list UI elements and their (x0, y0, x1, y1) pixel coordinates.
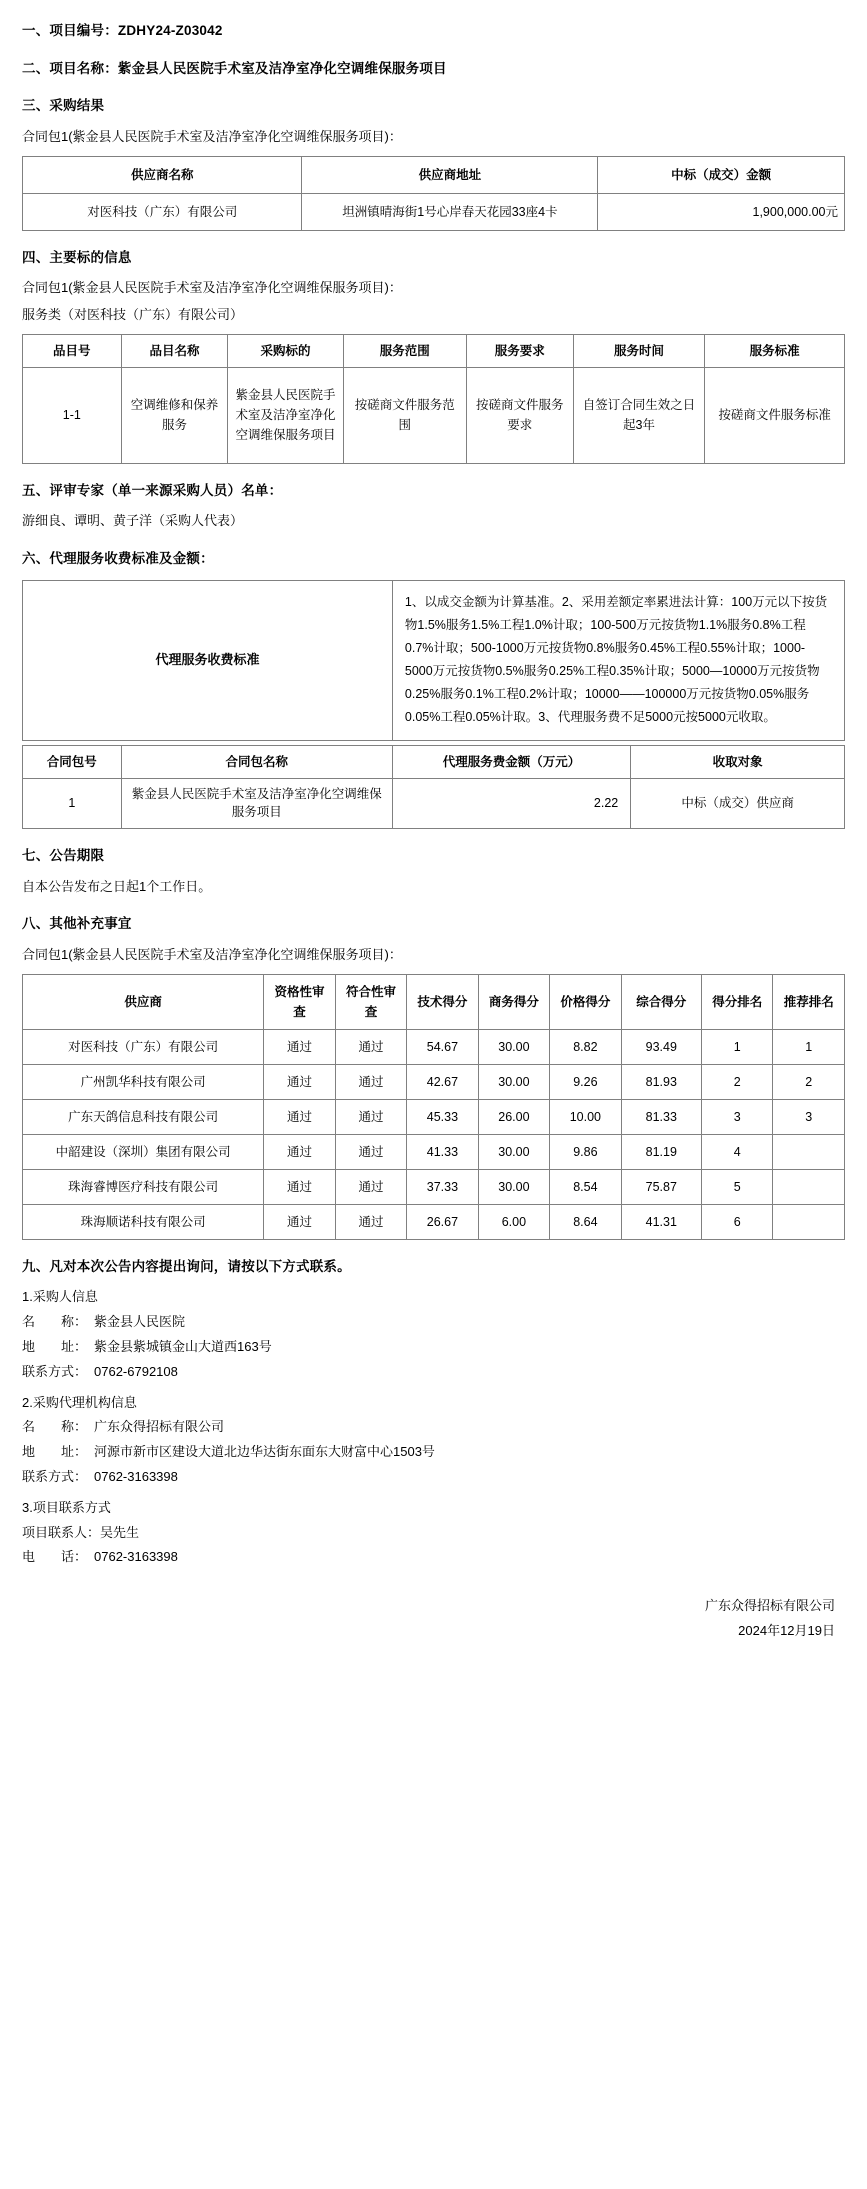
table-header-row (23, 156, 845, 193)
agency-name-line (22, 1417, 845, 1438)
cell-package-no: 1 (23, 778, 122, 829)
cell-qualification: 通过 (264, 1204, 335, 1239)
cell-supplier-address: 坦洲镇晴海街1号心岸春天花园33座4卡 (302, 193, 598, 230)
cell-price-score: 10.00 (550, 1099, 621, 1134)
cell-total-score: 81.33 (621, 1099, 701, 1134)
buyer-info-heading: 1.采购人信息 (22, 1289, 98, 1305)
section-result-title: 三、采购结果 (22, 98, 105, 114)
cell-service-time: 自签订合同生效之日起3年 (573, 367, 705, 463)
col-fee-payer: 收取对象 (631, 745, 845, 778)
project-person-label: 项目联系人： (22, 1524, 101, 1540)
project-person-line (22, 1523, 845, 1544)
supplementary-package-line: 合同包1(紫金县人民医院手术室及洁净室净化空调维保服务项目)： (22, 946, 402, 962)
cell-score-rank: 1 (702, 1029, 773, 1064)
col-service-time: 服务时间 (573, 334, 705, 367)
cell-recommend-rank (773, 1134, 845, 1169)
col-supplier-name: 供应商名称 (23, 156, 302, 193)
cell-total-score: 81.19 (621, 1134, 701, 1169)
cell-technical-score: 41.33 (407, 1134, 478, 1169)
section-agency-fee-title: 六、代理服务收费标准及金额： (22, 551, 214, 567)
cell-recommend-rank (773, 1204, 845, 1239)
cell-compliance: 通过 (335, 1169, 406, 1204)
document-footer (22, 1594, 845, 1643)
project-tel-value: 0762-3163398 (94, 1549, 178, 1565)
col-supplier-address: 供应商地址 (302, 156, 598, 193)
cell-business-score: 30.00 (478, 1134, 549, 1169)
agency-name-label: 名 称： (22, 1419, 88, 1435)
cell-price-score: 8.82 (550, 1029, 621, 1064)
col-service-standard: 服务标准 (705, 334, 845, 367)
cell-qualification: 通过 (264, 1099, 335, 1134)
cell-supplier-name: 对医科技（广东）有限公司 (23, 193, 302, 230)
cell-compliance: 通过 (335, 1204, 406, 1239)
table-row (23, 367, 845, 463)
table-row (23, 1134, 845, 1169)
table-header-row (23, 974, 845, 1029)
agency-address-value: 河源市新市区建设大道北边华达街东面东大财富中心1503号 (94, 1444, 435, 1460)
agency-fee-table (22, 745, 845, 830)
table-row (23, 193, 845, 230)
table-header-row (23, 745, 845, 778)
cell-supplier: 珠海顺诺科技有限公司 (23, 1204, 264, 1239)
section-supplementary-title: 八、其他补充事宜 (22, 916, 132, 932)
col-award-amount: 中标（成交）金额 (598, 156, 845, 193)
col-business-score: 商务得分 (478, 974, 549, 1029)
cell-price-score: 8.54 (550, 1169, 621, 1204)
cell-business-score: 30.00 (478, 1064, 549, 1099)
cell-score-rank: 6 (702, 1204, 773, 1239)
project-tel-line (22, 1547, 845, 1568)
cell-qualification: 通过 (264, 1134, 335, 1169)
col-service-scope: 服务范围 (343, 334, 466, 367)
fee-standard-label: 代理服务收费标准 (23, 580, 393, 740)
cell-total-score: 81.93 (621, 1064, 701, 1099)
col-supplier: 供应商 (23, 974, 264, 1029)
cell-compliance: 通过 (335, 1064, 406, 1099)
items-package-line: 合同包1(紫金县人民医院手术室及洁净室净化空调维保服务项目)： (22, 280, 402, 296)
project-tel-label: 电 话： (22, 1549, 88, 1565)
cell-service-requirement: 按磋商文件服务要求 (466, 367, 573, 463)
cell-qualification: 通过 (264, 1029, 335, 1064)
agency-address-label: 地 址： (22, 1444, 88, 1460)
cell-price-score: 9.86 (550, 1134, 621, 1169)
col-service-requirement: 服务要求 (466, 334, 573, 367)
cell-qualification: 通过 (264, 1064, 335, 1099)
items-table (22, 334, 845, 464)
cell-qualification: 通过 (264, 1169, 335, 1204)
col-total-score: 综合得分 (621, 974, 701, 1029)
cell-technical-score: 45.33 (407, 1099, 478, 1134)
table-row (23, 1099, 845, 1134)
cell-price-score: 9.26 (550, 1064, 621, 1099)
cell-technical-score: 26.67 (407, 1204, 478, 1239)
section-notice-period-title: 七、公告期限 (22, 848, 105, 863)
cell-total-score: 41.31 (621, 1204, 701, 1239)
buyer-tel-line (22, 1362, 845, 1383)
col-technical-score: 技术得分 (407, 974, 478, 1029)
table-row (23, 580, 845, 740)
cell-score-rank: 3 (702, 1099, 773, 1134)
cell-item-name: 空调维修和保养服务 (121, 367, 228, 463)
cell-fee-payer: 中标（成交）供应商 (631, 778, 845, 829)
cell-item-no: 1-1 (23, 367, 122, 463)
cell-service-scope: 按磋商文件服务范围 (343, 367, 466, 463)
cell-recommend-rank: 1 (773, 1029, 845, 1064)
cell-business-score: 30.00 (478, 1029, 549, 1064)
cell-item-target: 紫金县人民医院手术室及洁净室净化空调维保服务项目 (228, 367, 343, 463)
buyer-name-label: 名 称： (22, 1314, 88, 1330)
cell-recommend-rank (773, 1169, 845, 1204)
result-table (22, 156, 845, 231)
col-price-score: 价格得分 (550, 974, 621, 1029)
cell-fee-amount: 2.22 (392, 778, 630, 829)
agency-name-value: 广东众得招标有限公司 (94, 1419, 225, 1435)
col-package-name: 合同包名称 (121, 745, 392, 778)
cell-service-standard: 按磋商文件服务标准 (705, 367, 845, 463)
buyer-tel-value: 0762-6792108 (94, 1363, 178, 1379)
agency-address-line (22, 1442, 845, 1463)
agency-tel-label: 联系方式： (22, 1468, 88, 1484)
cell-score-rank: 2 (702, 1064, 773, 1099)
cell-supplier: 对医科技（广东）有限公司 (23, 1029, 264, 1064)
buyer-tel-label: 联系方式： (22, 1363, 88, 1379)
cell-technical-score: 42.67 (407, 1064, 478, 1099)
col-compliance-review: 符合性审查 (335, 974, 406, 1029)
buyer-address-value: 紫金县紫城镇金山大道西163号 (94, 1338, 272, 1354)
cell-price-score: 8.64 (550, 1204, 621, 1239)
result-package-line: 合同包1(紫金县人民医院手术室及洁净室净化空调维保服务项目)： (22, 128, 402, 144)
section-experts-title: 五、评审专家（单一来源采购人员）名单： (22, 482, 283, 498)
fee-standard-text: 1、以成交金额为计算基准。2、采用差额定率累进法计算：100万元以下按货物1.5%服务1.5%工程1.0%计取；100-500万元按货物1.1%服务0.8%工程0.7%计取；500-1000万元按货物0.8%服务0.45%工程0.55%计取；1000-5000万元按货物0.5%服务0.25%工程0.35%计取；5000—10000万元按货物0.25%服务0.1%工程0.2%计取；10000——100000万元按货物0.05%服务0.05%工程0.05%计取。3、代理服务费不足5000元按5000元收取。 (392, 580, 844, 740)
project-contact-heading: 3.项目联系方式 (22, 1499, 111, 1515)
cell-recommend-rank: 2 (773, 1064, 845, 1099)
cell-business-score: 26.00 (478, 1099, 549, 1134)
col-fee-amount: 代理服务费金额（万元） (392, 745, 630, 778)
cell-package-name: 紫金县人民医院手术室及洁净室净化空调维保服务项目 (121, 778, 392, 829)
table-row (23, 778, 845, 829)
cell-technical-score: 37.33 (407, 1169, 478, 1204)
col-qualification-review: 资格性审查 (264, 974, 335, 1029)
col-package-no: 合同包号 (23, 745, 122, 778)
notice-period-text: 自本公告发布之日起1个工作日。 (22, 878, 212, 894)
col-item-target: 采购标的 (228, 334, 343, 367)
cell-supplier: 广州凯华科技有限公司 (23, 1064, 264, 1099)
items-service-line: 服务类（对医科技（广东）有限公司） (22, 306, 244, 322)
score-table (22, 974, 845, 1240)
buyer-name-line (22, 1312, 845, 1333)
cell-supplier: 珠海睿博医疗科技有限公司 (23, 1169, 264, 1204)
buyer-address-label: 地 址： (22, 1338, 88, 1354)
buyer-address-line (22, 1337, 845, 1358)
cell-score-rank: 5 (702, 1169, 773, 1204)
cell-compliance: 通过 (335, 1134, 406, 1169)
section-project-name-title: 二、项目名称：紫金县人民医院手术室及洁净室净化空调维保服务项目 (22, 60, 447, 76)
col-item-no: 品目号 (23, 334, 122, 367)
experts-list: 游细良、谭明、黄子洋（采购人代表） (22, 513, 244, 529)
cell-technical-score: 54.67 (407, 1029, 478, 1064)
cell-total-score: 93.49 (621, 1029, 701, 1064)
cell-supplier: 中韶建设（深圳）集团有限公司 (23, 1134, 264, 1169)
cell-recommend-rank: 3 (773, 1099, 845, 1134)
col-recommend-rank: 推荐排名 (773, 974, 845, 1029)
table-row (23, 1169, 845, 1204)
section-project-number-title: 一、项目编号：ZDHY24-Z03042 (22, 23, 223, 38)
cell-award-amount: 1,900,000.00元 (598, 193, 845, 230)
section-items-title: 四、主要标的信息 (22, 249, 132, 265)
cell-score-rank: 4 (702, 1134, 773, 1169)
agency-tel-value: 0762-3163398 (94, 1468, 178, 1484)
cell-compliance: 通过 (335, 1099, 406, 1134)
cell-business-score: 6.00 (478, 1204, 549, 1239)
agency-fee-standard-table (22, 580, 845, 741)
agency-info-heading: 2.采购代理机构信息 (22, 1394, 137, 1410)
section-contact-title: 九、凡对本次公告内容提出询问，请按以下方式联系。 (22, 1258, 351, 1274)
footer-date: 2024年12月19日 (738, 1622, 835, 1638)
col-item-name: 品目名称 (121, 334, 228, 367)
col-score-rank: 得分排名 (702, 974, 773, 1029)
table-row (23, 1029, 845, 1064)
table-row (23, 1064, 845, 1099)
buyer-name-value: 紫金县人民医院 (94, 1314, 186, 1330)
table-row (23, 1204, 845, 1239)
footer-company: 广东众得招标有限公司 (704, 1598, 835, 1614)
cell-total-score: 75.87 (621, 1169, 701, 1204)
cell-compliance: 通过 (335, 1029, 406, 1064)
table-header-row (23, 334, 845, 367)
cell-business-score: 30.00 (478, 1169, 549, 1204)
cell-supplier: 广东天鸽信息科技有限公司 (23, 1099, 264, 1134)
agency-tel-line (22, 1467, 845, 1488)
project-person-value: 吴先生 (100, 1524, 140, 1540)
